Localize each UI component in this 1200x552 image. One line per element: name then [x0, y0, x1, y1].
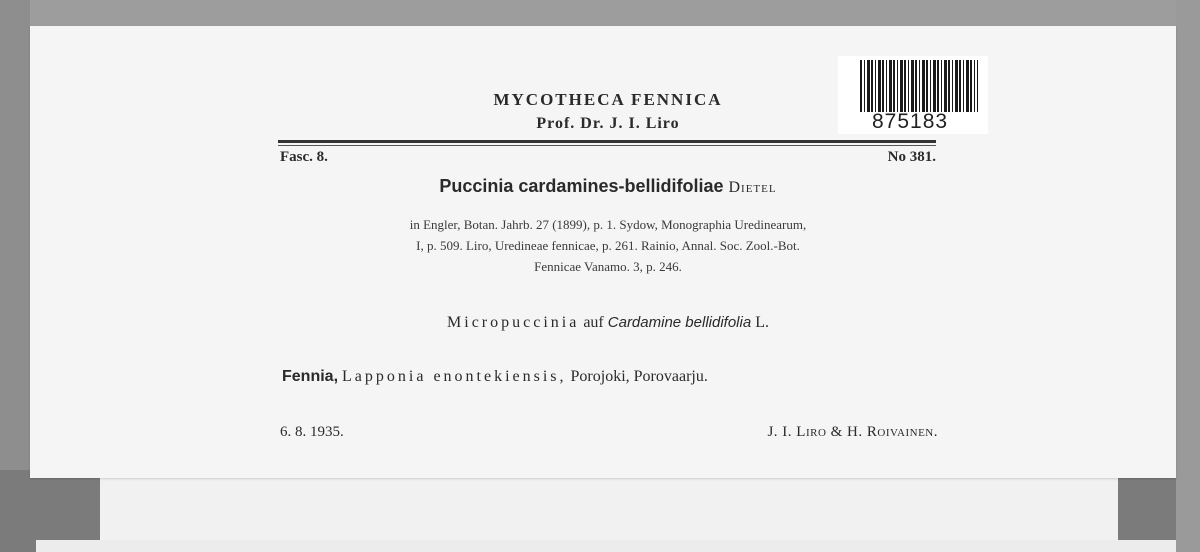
- specimen-number: No 381.: [887, 149, 936, 165]
- series-title: MYCOTHECA FENNICA: [493, 90, 723, 109]
- collectors: J. I. Liro & H. Roivainen.: [767, 424, 938, 440]
- editor-line: Prof. Dr. J. I. Liro: [536, 115, 680, 132]
- divider-thin: [278, 145, 936, 146]
- species-line: [278, 176, 938, 197]
- locality-line: [282, 368, 708, 386]
- locality-country: Fennia,: [282, 368, 339, 385]
- host-prefix: Micropuccinia: [447, 314, 580, 331]
- background-top: [0, 0, 1200, 28]
- host-author: L.: [755, 314, 769, 331]
- host-connector: auf: [583, 314, 604, 331]
- barcode-number: 875183: [872, 110, 949, 133]
- literature-references: [276, 214, 940, 277]
- species-author: Dietel: [728, 179, 777, 196]
- reference-line: I, p. 509. Liro, Uredineae fennicae, p. 261. Rainio, Annal. Soc. Zool.-Bot.: [416, 238, 800, 253]
- collection-date: 6. 8. 1935.: [280, 424, 344, 440]
- species-name: Puccinia cardamines-bellidifoliae: [439, 176, 724, 196]
- reference-line: in Engler, Botan. Jahrb. 27 (1899), p. 1. Sydow, Monographia Uredinearum,: [409, 217, 807, 232]
- fascicle-number: Fasc. 8.: [280, 149, 328, 165]
- reference-line: Fennicae Vanamo. 3, p. 246.: [534, 259, 682, 274]
- lower-sheet-edge: [36, 540, 1176, 552]
- host-species: Cardamine bellidifolia: [607, 314, 752, 331]
- locality-detail: Porojoki, Porovaarju.: [570, 368, 708, 385]
- locality-region: Lapponia enontekiensis,: [342, 368, 567, 385]
- host-line: [278, 314, 938, 332]
- background-right: [1176, 0, 1200, 552]
- divider-thick: [278, 140, 936, 143]
